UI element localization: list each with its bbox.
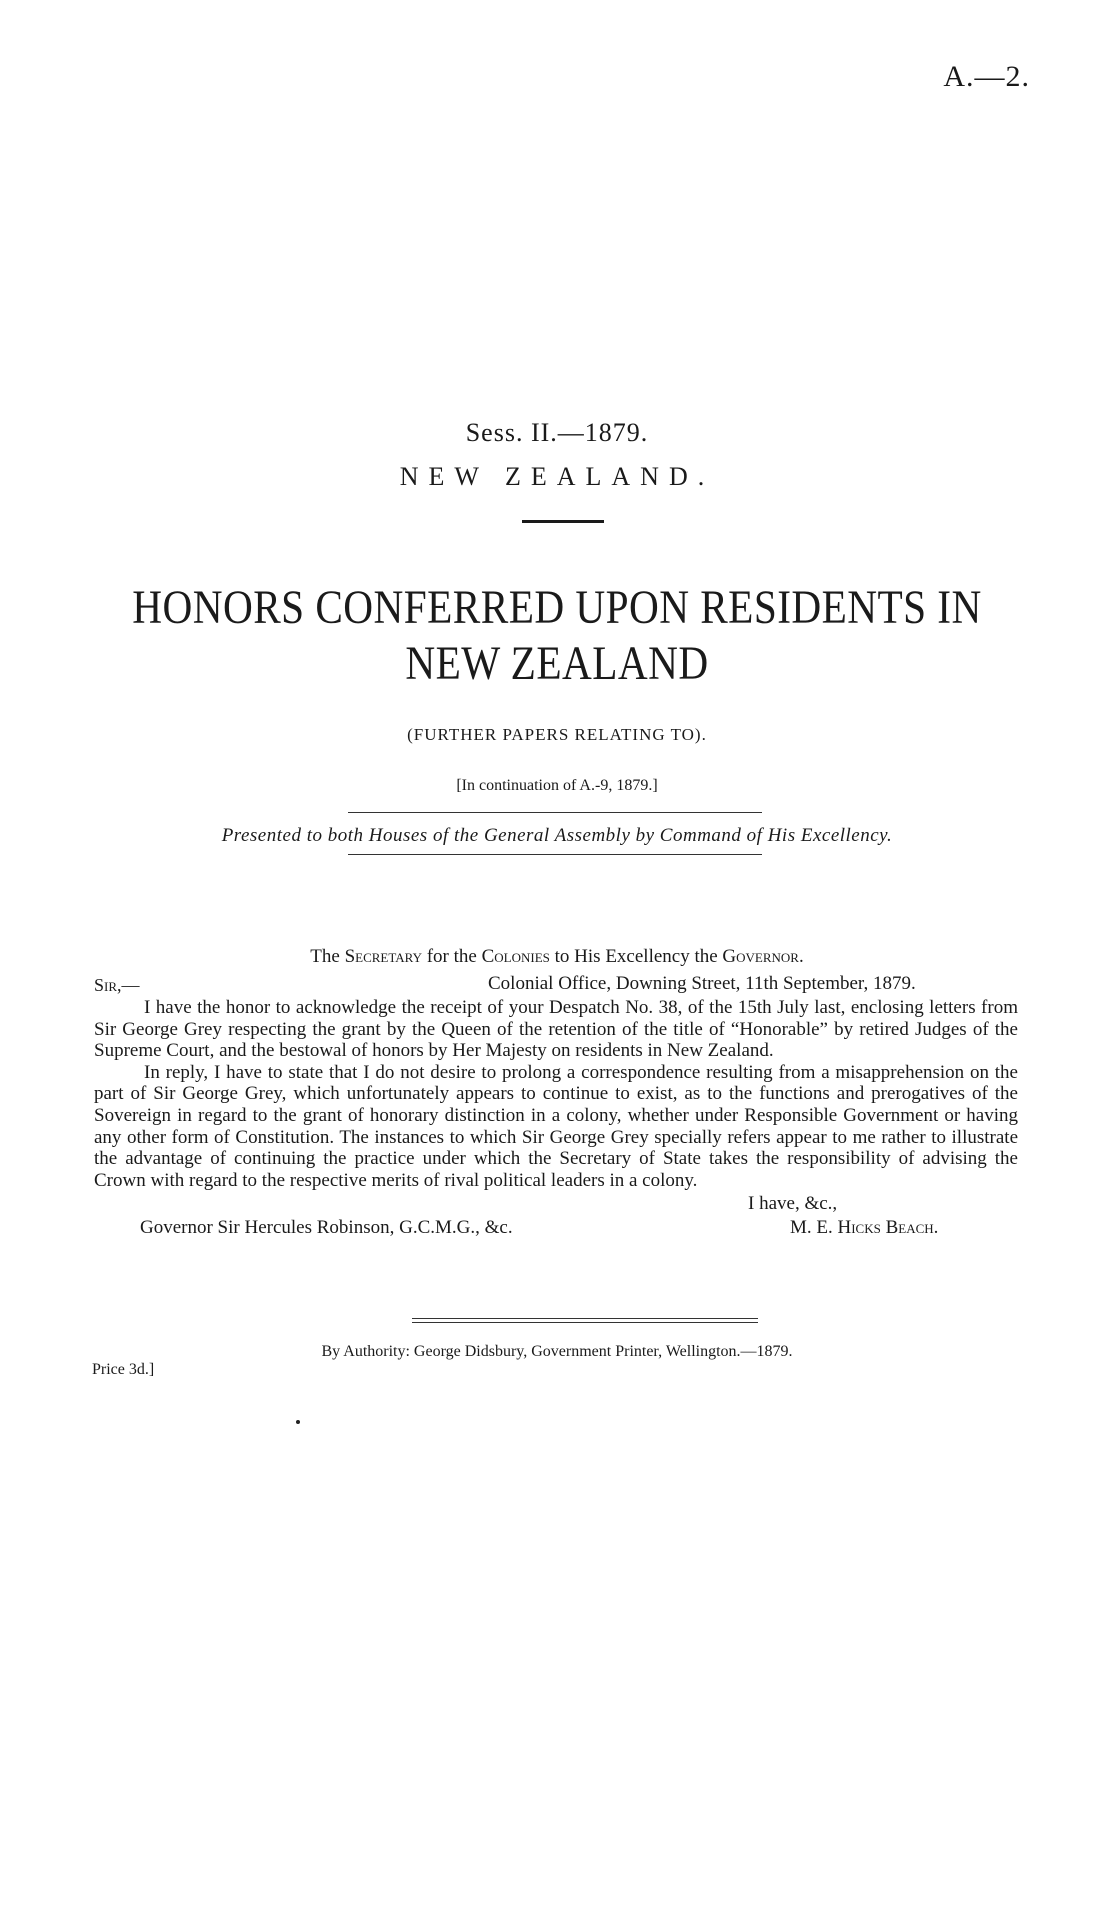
signature: M. E. Hicks Beach.: [790, 1217, 939, 1238]
paragraph: In reply, I have to state that I do not desire to prolong a correspondence resulting from a misapprehension on the part of Sir George Grey, which unfortunately appears to continue to exist, as to the functions and prerogatives of the Sovereign in regard to the grant of honorary distinction in a colony, whether under Responsible Government or having any other form of Constitution. The instances to which Sir George Grey specially refers appear to me rather to illustrate the advantage of continuing the practice under which the Secretary of State takes the responsibility of advising the Crown with regard to the respective merits of rival political leaders in a colony.: [94, 1061, 1018, 1191]
footer-rule-bottom: [412, 1322, 758, 1323]
document-subtitle: (FURTHER PAPERS RELATING TO).: [407, 725, 707, 744]
session-line: Sess. II.—1879.: [465, 418, 649, 447]
title-line-2: NEW ZEALAND: [405, 637, 709, 690]
print-speck: [296, 1420, 300, 1424]
continuation-note: [In continuation of A.-9, 1879.]: [456, 777, 658, 794]
title-line-1: HONORS CONFERRED UPON RESIDENTS IN: [132, 581, 982, 634]
salutation: Sir,—: [94, 975, 140, 995]
presented-rule-bottom: [348, 854, 762, 855]
country-line: NEW ZEALAND.: [399, 462, 715, 491]
letter-heading: The Secretary for the Colonies to His Excellency the Governor.: [310, 946, 804, 967]
document-title: [78, 580, 1036, 692]
paper-code: A.—2.: [943, 60, 1030, 93]
presented-line: Presented to both Houses of the General Assembly by Command of His Excellency.: [221, 825, 893, 846]
closing: I have, &c.,: [748, 1193, 838, 1214]
title-divider: [522, 520, 604, 523]
letter-body: [94, 997, 1018, 1191]
printer-line: By Authority: George Didsbury, Government Printer, Wellington.—1879.: [321, 1343, 793, 1360]
footer-rule-top: [412, 1318, 758, 1319]
addressee: Governor Sir Hercules Robinson, G.C.M.G., &c.: [140, 1217, 513, 1238]
place-date: Colonial Office, Downing Street, 11th September, 1879.: [488, 973, 916, 994]
paragraph: I have the honor to acknowledge the receipt of your Despatch No. 38, of the 15th July last, enclosing letters from Sir George Grey respecting the grant by the Queen of the retention of the title of “Honorable” by retired Judges of the Supreme Court, and the bestowal of honors by Her Majesty on residents in New Zealand.: [94, 997, 1018, 1062]
presented-rule-top: [348, 812, 762, 813]
price: Price 3d.]: [92, 1361, 155, 1378]
